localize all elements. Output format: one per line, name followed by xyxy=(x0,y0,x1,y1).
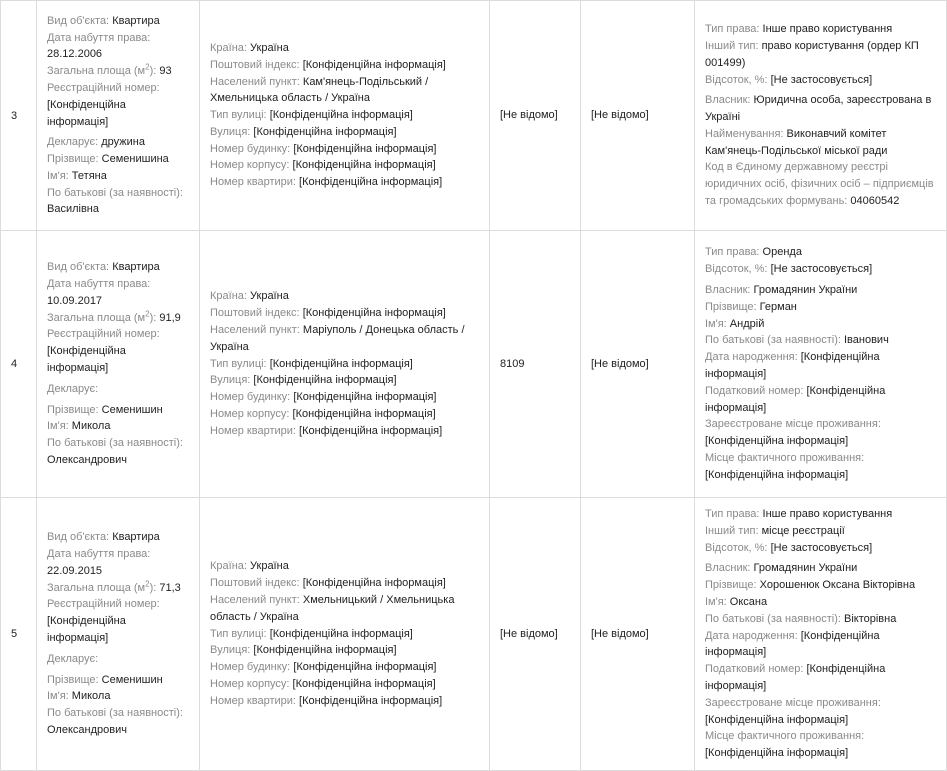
birth-date-value: [Конфіденційна інформація] xyxy=(705,629,880,659)
address-cell xyxy=(200,1,490,231)
apartment-label: Номер квартири: xyxy=(210,694,296,707)
surname-label: Прізвище: xyxy=(47,403,99,416)
birth-date-label: Дата народження: xyxy=(705,629,798,642)
actual-residence-value: [Конфіденційна інформація] xyxy=(705,747,849,760)
table-row xyxy=(1,231,947,498)
owner-patronymic-value: Вікторівна xyxy=(844,612,897,625)
cost-value: [Не відомо] xyxy=(500,109,558,122)
house-label: Номер будинку: xyxy=(210,661,291,674)
birth-date-label: Дата народження: xyxy=(705,351,798,364)
right-type-value: Інше право користування xyxy=(762,23,893,36)
object-type-value: Квартира xyxy=(112,14,160,27)
percent-value: [Не застосовується] xyxy=(770,263,873,276)
declarant-label: Декларує: xyxy=(47,652,99,665)
surname-label: Прізвище: xyxy=(47,673,99,686)
right-type-value: Інше право користування xyxy=(762,508,893,521)
other-type-label: Інший тип: xyxy=(705,524,759,537)
locality-label: Населений пункт: xyxy=(210,324,300,336)
edr-code-label: Код в Єдиному державному реєстрі юридичних осіб, фізичних осіб – підприємців та громадських формувань: xyxy=(705,161,934,208)
postcode-value: [Конфіденційна інформація] xyxy=(302,307,446,320)
other-type-value: місце реєстрації xyxy=(761,524,845,537)
org-name-label: Найменування: xyxy=(705,127,784,140)
surname-value: Семенишина xyxy=(101,153,169,166)
cost-cell xyxy=(490,231,581,498)
house-value: [Конфіденційна інформація] xyxy=(293,391,437,404)
street-type-value: [Конфіденційна інформація] xyxy=(269,109,413,122)
country-label: Країна: xyxy=(210,41,247,54)
patronymic-value: Олександрович xyxy=(47,453,127,466)
name-value: Тетяна xyxy=(71,169,107,182)
object-cell xyxy=(37,231,200,498)
owner-surname-value: Герман xyxy=(759,300,797,313)
locality-value: Кам'янець-Подільський / Хмельницька область / Україна xyxy=(210,75,429,105)
patronymic-label: По батькові (за наявності): xyxy=(47,437,183,450)
acquire-date-label: Дата набуття права: xyxy=(47,278,151,291)
apartment-value: [Конфіденційна інформація] xyxy=(299,424,443,437)
owner-name-label: Ім'я: xyxy=(705,596,727,608)
tax-num-label: Податковий номер: xyxy=(705,384,804,397)
building-label: Номер корпусу: xyxy=(210,407,290,420)
table-row xyxy=(1,1,947,231)
postcode-label: Поштовий індекс: xyxy=(210,307,300,320)
row-number: 5 xyxy=(11,628,18,640)
owner-patronymic-label: По батькові (за наявності): xyxy=(705,334,841,347)
owner-label: Власник: xyxy=(705,284,751,297)
cost-value: [Не відомо] xyxy=(500,627,558,640)
object-type-label: Вид об'єкта: xyxy=(47,261,110,274)
owner-surname-value: Хорошенюк Оксана Вікторівна xyxy=(759,579,916,592)
country-value: Україна xyxy=(250,560,289,573)
actual-residence-label: Місце фактичного проживання: xyxy=(705,730,865,743)
patronymic-label: По батькові (за наявності): xyxy=(47,186,183,199)
percent-value: [Не застосовується] xyxy=(770,73,873,86)
building-value: [Конфіденційна інформація] xyxy=(292,677,436,690)
declarant-value: дружина xyxy=(101,136,145,149)
name-label: Ім'я: xyxy=(47,420,69,433)
tax-num-value: [Конфіденційна інформація] xyxy=(705,663,886,692)
surname-value: Семенишин xyxy=(101,403,163,416)
area-value: 91,9 xyxy=(159,311,181,324)
right-type-label: Тип права: xyxy=(705,508,760,521)
owner-patronymic-value: Іванович xyxy=(844,334,889,347)
edr-code-value: 04060542 xyxy=(850,195,900,208)
value-cell xyxy=(581,1,695,231)
country-value: Україна xyxy=(250,41,289,54)
cost-cell xyxy=(490,498,581,771)
apartment-value: [Конфіденційна інформація] xyxy=(299,176,443,189)
street-value: [Конфіденційна інформація] xyxy=(253,125,397,138)
owner-name-value: Оксана xyxy=(729,596,768,608)
reg-num-label: Реєстраційний номер: xyxy=(47,328,160,341)
acquire-date-label: Дата набуття права: xyxy=(47,31,151,44)
house-label: Номер будинку: xyxy=(210,142,291,155)
owner-value: Громадянин України xyxy=(753,284,858,297)
building-label: Номер корпусу: xyxy=(210,677,290,690)
cost-value: 8109 xyxy=(500,357,525,370)
right-type-value: Оренда xyxy=(762,246,802,259)
object-type-label: Вид об'єкта: xyxy=(47,531,110,544)
owner-surname-label: Прізвище: xyxy=(705,579,757,592)
percent-label: Відсоток, %: xyxy=(705,541,768,554)
house-value: [Конфіденційна інформація] xyxy=(293,661,437,674)
owner-patronymic-label: По батькові (за наявності): xyxy=(705,612,841,625)
reg-residence-value: [Конфіденційна інформація] xyxy=(705,435,849,448)
acquire-date-label: Дата набуття права: xyxy=(47,548,151,561)
reg-residence-label: Зареєстроване місце проживання: xyxy=(705,696,881,709)
building-value: [Конфіденційна інформація] xyxy=(292,407,436,420)
actual-residence-label: Місце фактичного проживання: xyxy=(705,451,865,464)
postcode-value: [Конфіденційна інформація] xyxy=(302,577,446,590)
market-value: [Не відомо] xyxy=(591,357,649,370)
row-number-cell xyxy=(1,1,37,231)
reg-num-value: [Конфіденційна інформація] xyxy=(47,345,126,374)
building-value: [Конфіденційна інформація] xyxy=(292,159,436,172)
name-value: Микола xyxy=(71,690,111,703)
object-type-value: Квартира xyxy=(112,531,160,544)
rights-cell xyxy=(695,231,947,498)
postcode-label: Поштовий індекс: xyxy=(210,58,300,71)
area-label: Загальна площа $(м^2)$: xyxy=(47,308,157,324)
apartment-label: Номер квартири: xyxy=(210,176,296,189)
country-label: Країна: xyxy=(210,560,247,573)
postcode-label: Поштовий індекс: xyxy=(210,577,300,590)
reg-num-value: [Конфіденційна інформація] xyxy=(47,98,126,128)
declarant-label: Декларує: xyxy=(47,136,99,149)
street-type-label: Тип вулиці: xyxy=(210,109,267,122)
value-cell xyxy=(581,498,695,771)
name-label: Ім'я: xyxy=(47,169,69,182)
street-value: [Конфіденційна інформація] xyxy=(253,644,397,657)
tax-num-label: Податковий номер: xyxy=(705,663,804,676)
owner-surname-label: Прізвище: xyxy=(705,300,757,313)
object-type-value: Квартира xyxy=(112,261,160,274)
apartment-label: Номер квартири: xyxy=(210,424,296,437)
other-type-value: право користування (ордер КП 001499) xyxy=(705,39,919,69)
street-value: [Конфіденційна інформація] xyxy=(253,374,397,387)
acquire-date-value: 28.12.2006 xyxy=(47,48,103,61)
patronymic-value: Василівна xyxy=(47,203,99,216)
building-label: Номер корпусу: xyxy=(210,159,290,172)
surname-value: Семенишин xyxy=(101,673,163,686)
street-type-label: Тип вулиці: xyxy=(210,627,267,640)
reg-residence-label: Зареєстроване місце проживання: xyxy=(705,418,881,431)
address-cell xyxy=(200,498,490,771)
row-number-cell xyxy=(1,498,37,771)
birth-date-value: [Конфіденційна інформація] xyxy=(705,351,880,380)
acquire-date-value: 22.09.2015 xyxy=(47,564,103,577)
object-cell xyxy=(37,1,200,231)
owner-value: Громадянин України xyxy=(753,562,858,575)
house-value: [Конфіденційна інформація] xyxy=(293,142,437,155)
country-value: Україна xyxy=(250,290,289,303)
postcode-value: [Конфіденційна інформація] xyxy=(302,58,446,71)
house-label: Номер будинку: xyxy=(210,391,291,404)
table-row xyxy=(1,498,947,771)
actual-residence-value: [Конфіденційна інформація] xyxy=(705,468,849,481)
reg-num-label: Реєстраційний номер: xyxy=(47,598,160,611)
row-number: 3 xyxy=(11,109,18,122)
street-label: Вулиця: xyxy=(210,644,251,657)
street-label: Вулиця: xyxy=(210,374,251,387)
apartment-value: [Конфіденційна інформація] xyxy=(299,694,443,707)
area-value: 71,3 xyxy=(159,581,181,594)
area-value: 93 xyxy=(159,65,172,78)
street-label: Вулиця: xyxy=(210,125,251,138)
percent-label: Відсоток, %: xyxy=(705,73,768,86)
owner-name-value: Андрій xyxy=(729,317,765,330)
object-type-label: Вид об'єкта: xyxy=(47,14,110,27)
owner-label: Власник: xyxy=(705,562,751,575)
acquire-date-value: 10.09.2017 xyxy=(47,294,103,307)
object-cell xyxy=(37,498,200,771)
street-type-value: [Конфіденційна інформація] xyxy=(269,357,413,370)
reg-num-label: Реєстраційний номер: xyxy=(47,81,160,94)
reg-num-value: [Конфіденційна інформація] xyxy=(47,615,126,644)
owner-label: Власник: xyxy=(705,94,751,107)
patronymic-label: По батькові (за наявності): xyxy=(47,707,183,720)
locality-value: Хмельницький / Хмельницька область / Україна xyxy=(210,594,455,623)
cost-cell xyxy=(490,1,581,231)
percent-label: Відсоток, %: xyxy=(705,263,768,276)
address-cell xyxy=(200,231,490,498)
row-number: 4 xyxy=(11,358,18,370)
market-value: [Не відомо] xyxy=(591,109,649,122)
row-number-cell xyxy=(1,231,37,498)
owner-name-label: Ім'я: xyxy=(705,317,727,330)
tax-num-value: [Конфіденційна інформація] xyxy=(705,384,886,414)
reg-residence-value: [Конфіденційна інформація] xyxy=(705,713,849,726)
right-type-label: Тип права: xyxy=(705,246,760,259)
percent-value: [Не застосовується] xyxy=(770,541,873,554)
rights-cell xyxy=(695,498,947,771)
market-value: [Не відомо] xyxy=(591,627,649,640)
other-type-label: Інший тип: xyxy=(705,39,759,52)
declarant-label: Декларує: xyxy=(47,382,99,395)
street-type-label: Тип вулиці: xyxy=(210,357,267,370)
name-value: Микола xyxy=(71,420,111,433)
locality-label: Населений пункт: xyxy=(210,75,300,88)
locality-label: Населений пункт: xyxy=(210,594,300,606)
area-label: Загальна площа $(м^2)$: xyxy=(47,62,157,78)
street-type-value: [Конфіденційна інформація] xyxy=(269,627,413,640)
surname-label: Прізвище: xyxy=(47,153,99,166)
area-label: Загальна площа $(м^2)$: xyxy=(47,578,157,594)
org-name-value: Виконавчий комітет Кам'янець-Подільської міської ради xyxy=(705,127,888,157)
value-cell xyxy=(581,231,695,498)
country-label: Країна: xyxy=(210,290,247,303)
patronymic-value: Олександрович xyxy=(47,723,127,736)
rights-cell xyxy=(695,1,947,231)
name-label: Ім'я: xyxy=(47,690,69,703)
owner-value: Юридична особа, зареєстрована в Україні xyxy=(705,94,932,124)
locality-value: Маріуполь / Донецька область / Україна xyxy=(210,324,465,353)
right-type-label: Тип права: xyxy=(705,23,760,36)
